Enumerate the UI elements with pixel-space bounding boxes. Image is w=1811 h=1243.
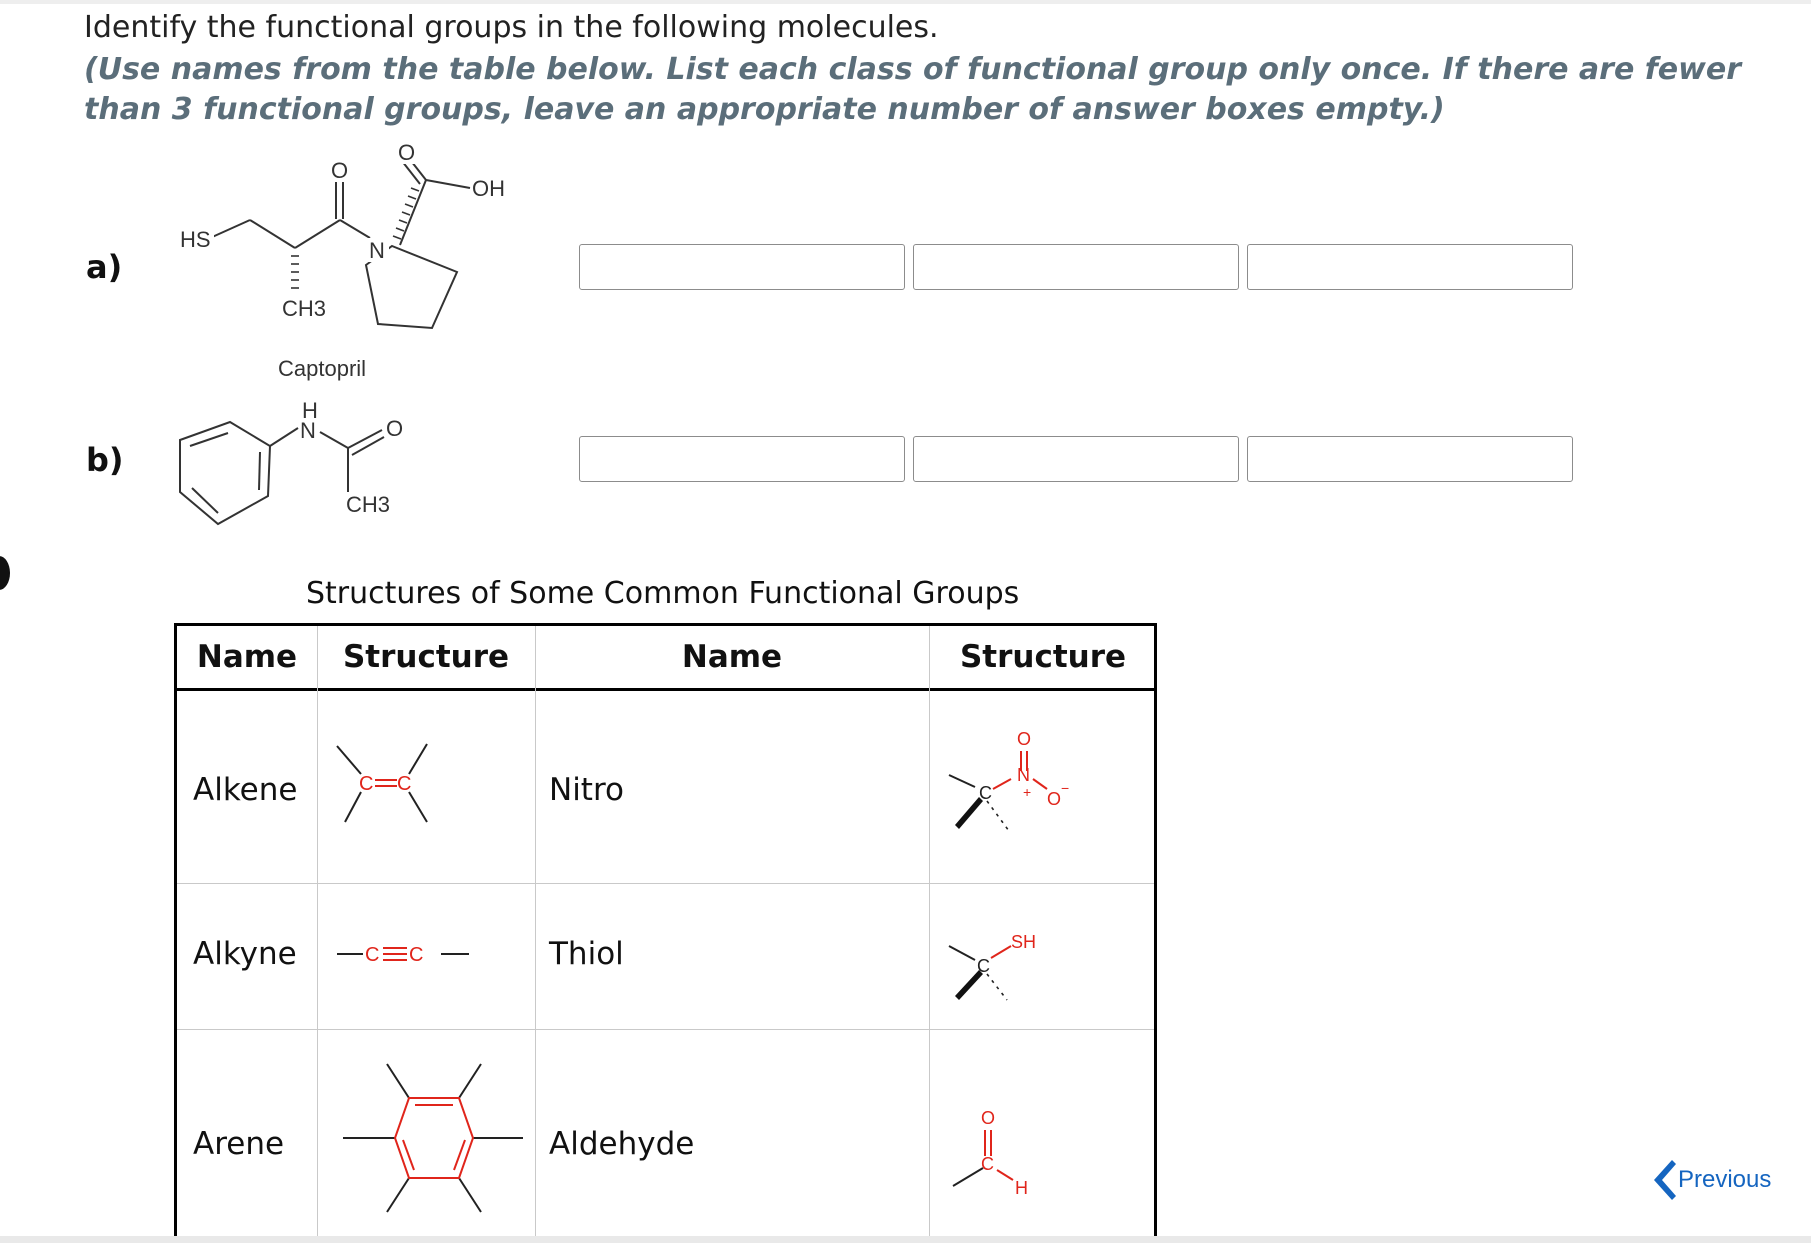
atom-n: N (300, 418, 316, 443)
acetanilide-structure (170, 390, 430, 540)
atom-oh: OH (472, 176, 505, 201)
aldehyde-o: O (981, 1108, 996, 1128)
functional-groups-table (174, 623, 1157, 1236)
alkyne-c1: C (365, 944, 380, 966)
nitro-n: N (1017, 765, 1030, 785)
aldehyde-c: C (981, 1154, 994, 1174)
atom-n: N (369, 238, 385, 263)
side-marker (0, 556, 10, 590)
header-structure-1: Structure (342, 639, 510, 675)
answer-a-2[interactable] (913, 244, 1239, 290)
question-prompt: Identify the functional groups in the following molecules. (84, 10, 939, 45)
bottom-strip (0, 1236, 1811, 1243)
header-divider (177, 688, 1154, 691)
table-title: Structures of Some Common Functional Groups (306, 576, 1020, 611)
question-instructions: (Use names from the table below. List each class of functional group only once. If there are fewer than 3 functional groups, leave an appropriate number of answer boxes empty.) (84, 52, 1741, 127)
row-1-right-name: Nitro (549, 772, 624, 808)
aldehyde-h: H (1015, 1178, 1028, 1198)
row-3-left-name: Arene (193, 1126, 285, 1162)
thiol-structure (939, 906, 1139, 1016)
top-strip (0, 0, 1811, 4)
nitro-c: C (979, 783, 992, 803)
atom-o-acid: O (398, 140, 416, 165)
nitro-plus: + (1023, 784, 1032, 800)
thiol-c: C (977, 956, 990, 976)
atom-h: H (302, 398, 318, 423)
row-2-right-name: Thiol (549, 936, 624, 972)
nitro-minus: − (1061, 780, 1070, 796)
answer-b-1[interactable] (579, 436, 905, 482)
previous-button[interactable] (1654, 1160, 1771, 1200)
atom-ch3: CH3 (346, 492, 391, 517)
alkyne-structure (327, 926, 527, 976)
alkene-c1: C (359, 773, 374, 795)
aldehyde-structure (939, 1066, 1139, 1206)
arene-structure (327, 1058, 539, 1218)
answer-b-2[interactable] (913, 436, 1239, 482)
header-structure-2: Structure (959, 639, 1127, 675)
part-b-label: b) (86, 441, 124, 479)
atom-o: O (386, 416, 404, 441)
answer-a-1[interactable] (579, 244, 905, 290)
header-name-2: Name (681, 639, 783, 675)
answer-a-3[interactable] (1247, 244, 1573, 290)
alkene-structure (327, 736, 527, 836)
alkyne-c2: C (409, 944, 424, 966)
row-1-left-name: Alkene (193, 772, 298, 808)
nitro-o-top: O (1017, 729, 1032, 749)
molecule-caption: Captopril (278, 356, 367, 381)
chevron-left-icon (1654, 1160, 1676, 1200)
nitro-structure (939, 721, 1139, 861)
atom-hs: HS (180, 227, 211, 252)
atom-o-ketone: O (331, 158, 349, 183)
part-a-label: a) (86, 248, 123, 286)
atom-ch3: CH3 (282, 296, 327, 321)
previous-label: Previous (1678, 1166, 1772, 1193)
answer-b-3[interactable] (1247, 436, 1573, 482)
thiol-sh: SH (1011, 932, 1037, 952)
row-3-right-name: Aldehyde (549, 1126, 695, 1162)
nitro-o-minus: O (1047, 789, 1062, 809)
captopril-structure (170, 140, 540, 390)
row-2-left-name: Alkyne (193, 936, 297, 972)
header-name-1: Name (196, 639, 298, 675)
alkene-c2: C (397, 773, 412, 795)
